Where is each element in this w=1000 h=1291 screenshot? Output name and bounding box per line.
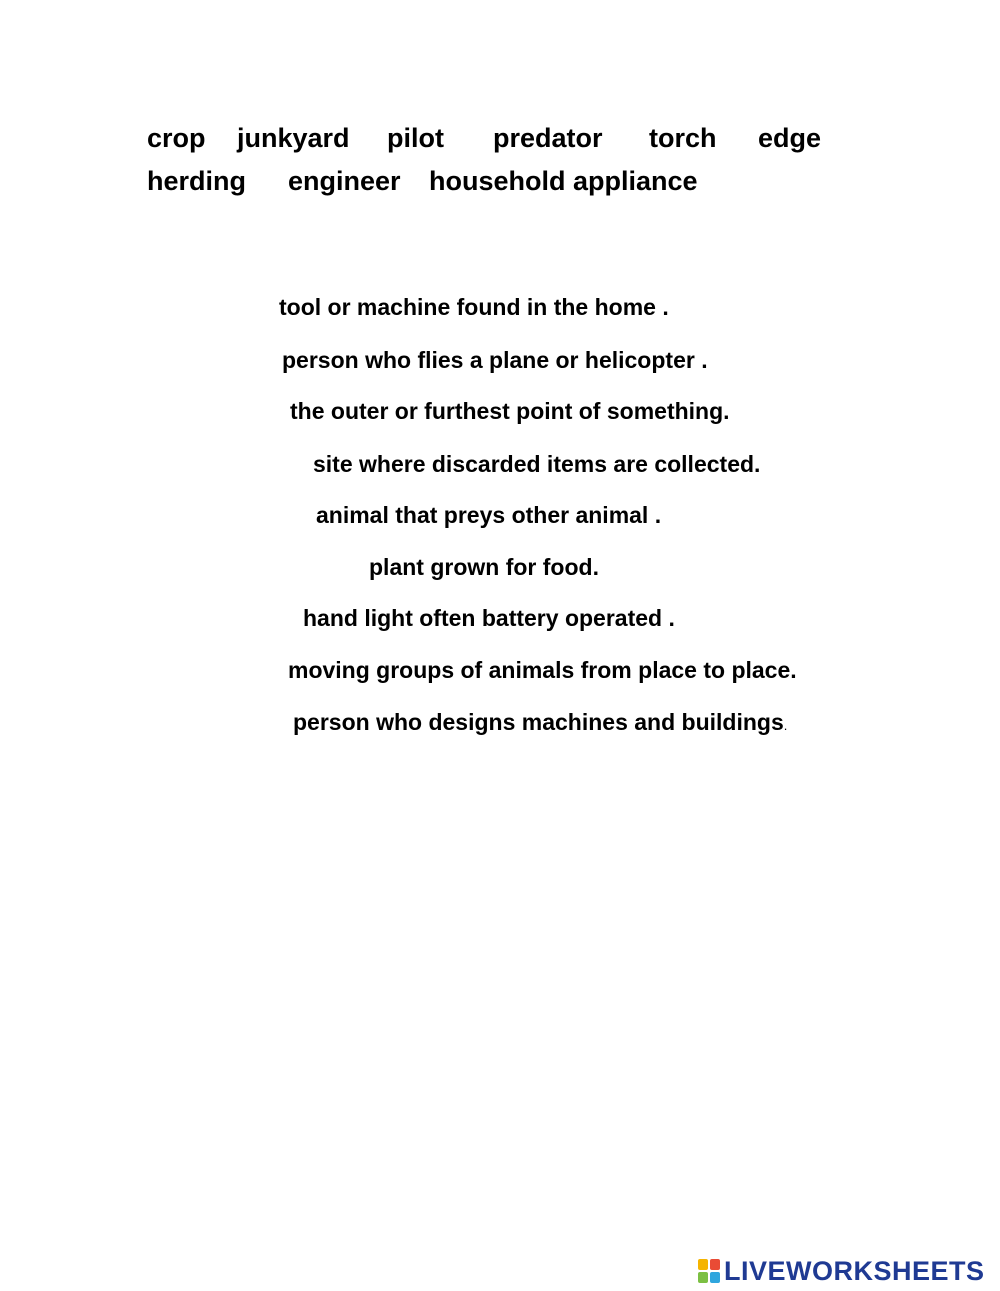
definition-3: the outer or furthest point of something. <box>290 398 730 424</box>
word-bank <box>147 120 867 206</box>
word-bank-item: predator <box>493 123 603 153</box>
word-bank-item: junkyard <box>237 123 350 153</box>
definition-9 <box>293 707 787 741</box>
word-bank-item: crop <box>147 123 206 153</box>
definition-4: site where discarded items are collected. <box>313 451 761 477</box>
liveworksheets-logo <box>698 1257 985 1285</box>
definition-7: hand light often battery operated . <box>303 605 675 631</box>
definition-6: plant grown for food. <box>369 554 599 580</box>
word-bank-item: household appliance <box>429 166 698 196</box>
definition-9-period: . <box>783 718 788 733</box>
word-bank-item: edge <box>758 123 822 153</box>
liveworksheets-logo-icon <box>698 1259 720 1283</box>
logo-text: LIVEWORKSHEETS <box>724 1256 985 1286</box>
definition-2: person who flies a plane or helicopter . <box>282 347 708 373</box>
definition-1: tool or machine found in the home . <box>279 294 669 320</box>
definition-5: animal that preys other animal . <box>316 502 662 528</box>
word-bank-item: engineer <box>288 166 401 196</box>
word-bank-item: herding <box>147 166 246 196</box>
word-bank-row-2 <box>147 163 867 206</box>
definition-9-text: person who designs machines and buildings <box>293 709 784 735</box>
word-bank-item: torch <box>649 123 717 153</box>
definition-8: moving groups of animals from place to place. <box>288 657 797 683</box>
word-bank-row-1 <box>147 120 867 163</box>
word-bank-item: pilot <box>387 123 444 153</box>
